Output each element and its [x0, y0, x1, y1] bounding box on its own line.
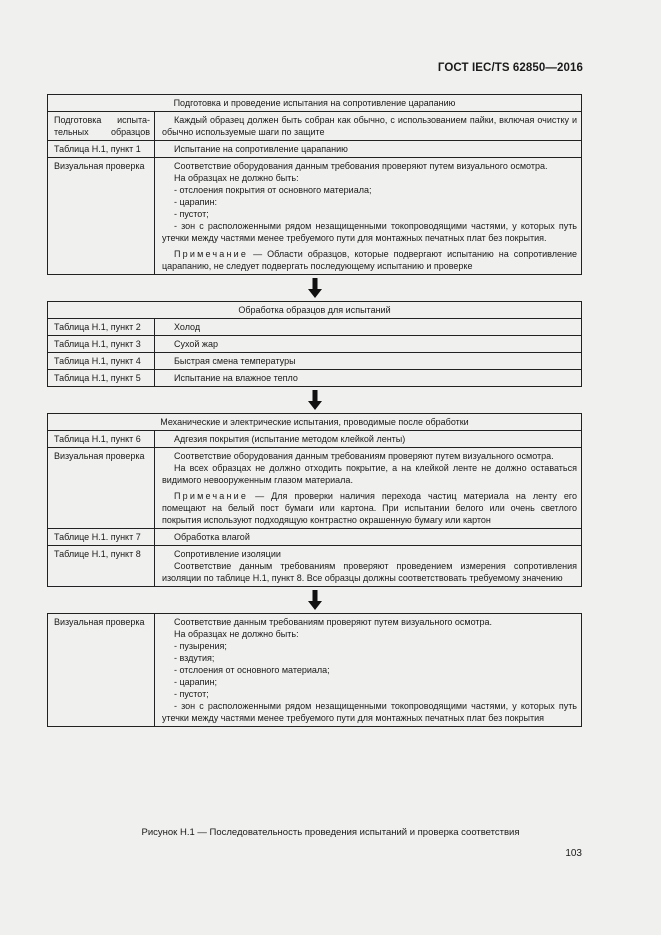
row-label: Таблица Н.1, пункт 2 [48, 319, 155, 335]
row-content [155, 353, 581, 369]
document-header: ГОСТ IEC/TS 62850—2016 [437, 62, 583, 74]
text-line: - вздутия; [174, 653, 215, 663]
note-text: — Области образцов, которые подвергают испытанию на сопротивление царапанию, не следует подвергать последующему испытанию и проверке [162, 249, 577, 271]
row-label: Визуальная проверка [48, 158, 155, 274]
down-arrow-icon [308, 390, 322, 410]
row-content [155, 448, 581, 528]
table-row [48, 336, 581, 353]
row-content [155, 158, 581, 274]
table-row [48, 546, 581, 586]
text-line: - пустот; [174, 209, 209, 219]
down-arrow-icon [308, 590, 322, 610]
note-word: Примечание [174, 491, 249, 501]
text-line: - пузырения; [174, 641, 227, 651]
row-label: Таблица Н.1, пункт 5 [48, 370, 155, 386]
text-line: Испытание на сопротивление царапанию [174, 144, 348, 154]
table-row [48, 319, 581, 336]
section-mech-electrical [47, 413, 582, 587]
text-line: На образцах не должно быть: [174, 629, 299, 639]
text-line: - отслоения от основного материала; [174, 665, 330, 675]
row-content [155, 546, 581, 586]
row-label: Визуальная проверка [48, 614, 155, 726]
section-title: Обработка образцов для испытаний [48, 302, 581, 319]
row-label: Таблице Н.1. пункт 7 [48, 529, 155, 545]
row-label: Визуальная проверка [48, 448, 155, 528]
row-label: Таблице Н.1, пункт 8 [48, 546, 155, 586]
text-line: - отслоения покрытия от основного материала; [174, 185, 372, 195]
text-line: Соответствие оборудования данным требования проверяют путем визуального осмотра. [174, 161, 548, 171]
row-label: Таблица Н.1, пункт 3 [48, 336, 155, 352]
row-content [155, 370, 581, 386]
section-scratch-test [47, 94, 582, 275]
table-row [48, 353, 581, 370]
note-word: Примечание [174, 249, 249, 259]
text-line: - зон с расположенными рядом незащищенными токопроводящими частями, у которых путь утечки между частями менее требуемого пути для монтажных печатных плат без покрытия. [162, 221, 577, 243]
row-content [155, 141, 581, 157]
text-line: - зон с расположенными рядом незащищенными токопроводящими частями, у которых путь утечки между частями менее требуемого пути для монтажных печатных плат без покрытия [162, 701, 577, 723]
table-row [48, 112, 581, 141]
table-row [48, 158, 581, 274]
text-line: Каждый образец должен быть собран как обычно, с использованием пайки, включая очистку и обычно используемые шаги по защите [162, 115, 577, 137]
page-number: 103 [565, 848, 582, 859]
note-text: — Для проверки наличия перехода частиц материала на ленту его помещают на белый пост бумаги или картона. При испытании белого или очень светлого покрытия используют подходящую контрастно окрашенную бумагу или картон [162, 491, 577, 525]
text-line: Сухой жар [174, 339, 218, 349]
text-line: Испытание на влажное тепло [174, 373, 298, 383]
table-row [48, 614, 581, 726]
table-row [48, 141, 581, 158]
flow-arrow [47, 587, 582, 613]
text-line: На всех образцах не должно отходить покрытие, а на клейкой ленте не должно оставаться видимого невооруженным глазом материала. [162, 463, 577, 485]
note-paragraph [162, 248, 577, 272]
row-label: Подготовка испыта-тельных образцов [48, 112, 155, 140]
row-label: Таблица Н.1, пункт 6 [48, 431, 155, 447]
flow-arrow [47, 387, 582, 413]
text-line: - пустот; [174, 689, 209, 699]
text-line: Быстрая смена температуры [174, 356, 296, 366]
text-line: Соответствие данным требованиям проверяют путем визуального осмотра. [174, 617, 493, 627]
text-line: - царапин; [174, 677, 218, 687]
text-line: Соответствие оборудования данным требованиям проверяют путем визуального осмотра. [174, 451, 554, 461]
row-content [155, 431, 581, 447]
text-line: Сопротивление изоляции [174, 549, 281, 559]
text-line: Соответствие данным требованиям проверяют проведением измерения сопротивления изоляции по таблице Н.1, пункт 8. Все образцы должны соответствовать требуемому значению [162, 561, 577, 583]
text-line: На образцах не должно быть: [174, 173, 299, 183]
row-content [155, 336, 581, 352]
table-row [48, 448, 581, 529]
section-title: Механические и электрические испытания, проводимые после обработки [48, 414, 581, 431]
figure-caption: Рисунок Н.1 — Последовательность проведения испытаний и проверка соответствия [141, 827, 520, 838]
text-line: Адгезия покрытия (испытание методом клейкой ленты) [174, 434, 406, 444]
text-line: Обработка влагой [174, 532, 250, 542]
row-label: Таблица Н.1, пункт 4 [48, 353, 155, 369]
row-content [155, 112, 581, 140]
section-final-inspection [47, 613, 582, 727]
section-conditioning [47, 301, 582, 387]
down-arrow-icon [308, 278, 322, 298]
table-row [48, 431, 581, 448]
table-row [48, 370, 581, 386]
row-content [155, 319, 581, 335]
table-row [48, 529, 581, 546]
section-title: Подготовка и проведение испытания на сопротивление царапанию [48, 95, 581, 112]
row-label: Таблица Н.1, пункт 1 [48, 141, 155, 157]
note-paragraph [162, 490, 577, 526]
row-content [155, 529, 581, 545]
row-content [155, 614, 581, 726]
text-line: Холод [174, 322, 201, 332]
flow-arrow [47, 275, 582, 301]
flowchart-table [47, 94, 582, 727]
text-line: - царапин: [174, 197, 218, 207]
